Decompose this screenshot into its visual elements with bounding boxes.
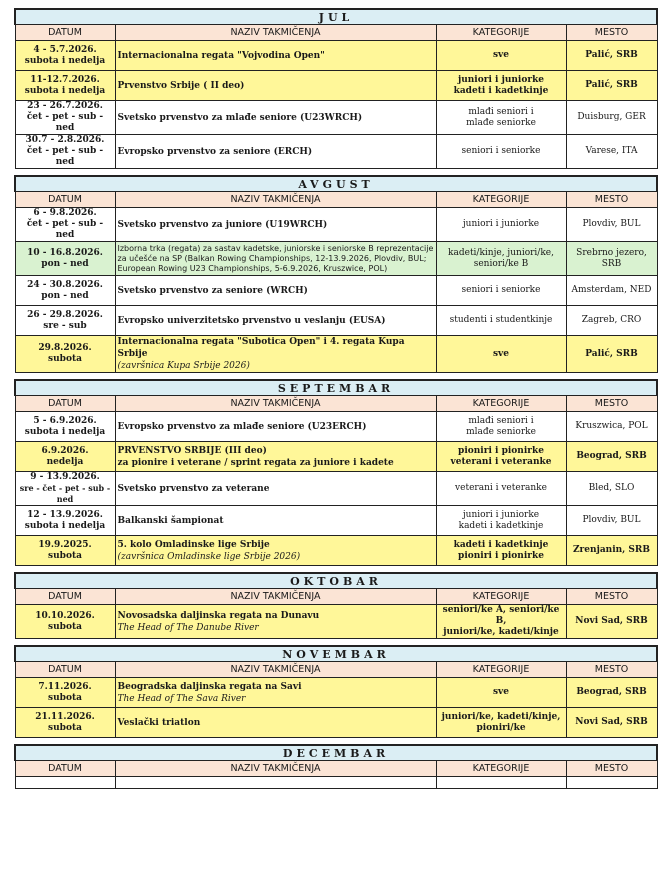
event-name: Internacionalna regata "Vojvodina Open" — [117, 50, 325, 61]
event-name: Svetsko prvenstvo za veterane — [117, 483, 270, 494]
event-description: Izborna trka (regata) za sastav kadetske, juniorske i seniorske B reprezentacije za učešće na SP (Balkan Rowing Championships, 12-13.9.2026, Plovdiv, BUL; European Rowing U23 Championships, 5-6.9.2026, Kruszwice, POL) — [117, 243, 434, 273]
header-kategorije: KATEGORIJE — [436, 192, 566, 208]
location-cell — [566, 605, 657, 639]
column-header-row — [15, 396, 657, 412]
weekdays: čet - pet - sub - ned — [26, 146, 104, 167]
event-subtitle: The Head of The Sava River — [117, 693, 246, 704]
weekdays: subota — [48, 550, 82, 561]
date-range: 19.9.2025. — [38, 539, 92, 550]
weekdays: nedelja — [46, 456, 84, 467]
date-range: 23 - 26.7.2026. — [27, 101, 103, 111]
table-row — [15, 276, 657, 306]
weekdays: subota — [48, 692, 82, 703]
location: Beograd, SRB — [576, 451, 647, 461]
date-cell — [15, 412, 115, 442]
month-section — [14, 175, 656, 373]
month-title: SEPTEMBAR — [15, 380, 657, 396]
location: Palić, SRB — [585, 50, 638, 60]
category-line: pioniri/ke — [476, 722, 526, 733]
category-cell — [436, 708, 566, 738]
location: Amsterdam, NED — [571, 285, 652, 295]
calendar — [14, 8, 656, 795]
location: Zrenjanin, SRB — [572, 545, 651, 555]
date-range: 12 - 13.9.2026. — [27, 509, 103, 520]
header-naziv: NAZIV TAKMIČENJA — [115, 589, 436, 605]
header-mesto: MESTO — [566, 192, 657, 208]
event-name-cell — [115, 336, 436, 373]
header-datum: DATUM — [15, 396, 115, 412]
date-cell — [15, 605, 115, 639]
location: Novi Sad, SRB — [575, 616, 648, 626]
category-line: seniori i seniorke — [461, 285, 541, 295]
month-table — [14, 8, 658, 169]
location-cell — [566, 276, 657, 306]
location: Zagreb, CRO — [581, 315, 642, 325]
weekdays: čet - pet - sub - ned — [26, 219, 104, 240]
category-line: juniori/ke, kadeti/kinje — [443, 627, 559, 637]
table-row — [15, 605, 657, 639]
category-line: seniori i seniorke — [461, 146, 541, 156]
event-name-cell — [115, 536, 436, 566]
category-cell — [436, 678, 566, 708]
month-title-row — [15, 646, 657, 662]
weekdays: pon - ned — [41, 290, 89, 301]
date-cell — [15, 101, 115, 135]
header-mesto: MESTO — [566, 761, 657, 777]
category-cell — [436, 306, 566, 336]
header-datum: DATUM — [15, 192, 115, 208]
event-name: PRVENSTVO SRBIJE (III deo) — [117, 445, 267, 456]
date-cell — [15, 306, 115, 336]
category-line: juniori i juniorke — [462, 219, 540, 229]
month-title: NOVEMBAR — [15, 646, 657, 662]
header-kategorije: KATEGORIJE — [436, 589, 566, 605]
event-name-cell — [115, 506, 436, 536]
event-name-cell — [115, 276, 436, 306]
month-title-row — [15, 9, 657, 25]
header-mesto: MESTO — [566, 25, 657, 41]
month-table — [14, 379, 658, 566]
weekdays: subota i nedelja — [24, 85, 106, 96]
category-cell — [436, 276, 566, 306]
month-title-row — [15, 573, 657, 589]
weekdays: čet - pet - sub - ned — [26, 112, 104, 133]
empty-cell — [115, 777, 436, 789]
category-line: kadeti i kadetkinje — [453, 85, 549, 96]
date-range: 6 - 9.8.2026. — [33, 208, 97, 218]
category-line: mlađi seniori i — [468, 415, 534, 426]
table-row — [15, 242, 657, 276]
location: Srebrno jezero, — [576, 247, 647, 258]
category-line: kadeti/kinje, juniori/ke, — [448, 247, 554, 258]
category-cell — [436, 71, 566, 101]
category-line: pioniri i pionirke — [458, 445, 544, 456]
header-mesto: MESTO — [566, 662, 657, 678]
empty-cell — [566, 777, 657, 789]
category-cell — [436, 336, 566, 373]
category-cell — [436, 208, 566, 242]
category-cell — [436, 472, 566, 506]
weekdays: sre - čet - pet - sub - ned — [19, 483, 111, 504]
location: Palić, SRB — [585, 348, 638, 359]
table-row — [15, 678, 657, 708]
column-header-row — [15, 589, 657, 605]
table-row — [15, 135, 657, 169]
month-section — [14, 379, 656, 566]
location: Duisburg, GER — [577, 112, 646, 122]
location: Kruszwica, POL — [575, 421, 648, 431]
table-row — [15, 412, 657, 442]
date-range: 21.11.2026. — [35, 711, 95, 722]
category-cell — [436, 101, 566, 135]
category-line: sve — [492, 348, 510, 359]
date-cell — [15, 336, 115, 373]
category-line: seniori/ke B — [473, 258, 529, 269]
date-cell — [15, 276, 115, 306]
location-cell — [566, 708, 657, 738]
header-kategorije: KATEGORIJE — [436, 396, 566, 412]
category-line: veterani i veteranke — [455, 483, 547, 493]
category-line: veterani i veteranke — [450, 456, 552, 467]
category-cell — [436, 536, 566, 566]
event-name: Svetsko prvenstvo za seniore (WRCH) — [117, 285, 308, 296]
category-cell — [436, 442, 566, 472]
column-header-row — [15, 761, 657, 777]
table-row — [15, 336, 657, 373]
header-kategorije: KATEGORIJE — [436, 761, 566, 777]
event-name: Svetsko prvenstvo za juniore (U19WRCH) — [117, 219, 328, 230]
date-range: 5 - 6.9.2026. — [33, 415, 97, 426]
date-cell — [15, 678, 115, 708]
month-table — [14, 744, 658, 789]
category-line: studenti i studentkinje — [449, 315, 553, 325]
event-name-cell — [115, 208, 436, 242]
column-header-row — [15, 662, 657, 678]
event-name-cell — [115, 678, 436, 708]
month-section — [14, 645, 656, 738]
category-line: mlađi seniori i — [468, 106, 534, 117]
month-section — [14, 744, 656, 789]
location-cell — [566, 678, 657, 708]
location-cell — [566, 101, 657, 135]
month-table — [14, 645, 658, 738]
event-name: Novosadska daljinska regata na Dunavu — [117, 610, 320, 621]
weekdays: pon - ned — [41, 258, 89, 269]
date-range: 24 - 30.8.2026. — [27, 279, 103, 290]
location-cell — [566, 442, 657, 472]
category-cell — [436, 135, 566, 169]
event-name-cell — [115, 708, 436, 738]
date-cell — [15, 208, 115, 242]
event-name: Veslački triatlon — [117, 717, 201, 728]
location: Plovdiv, BUL — [582, 515, 641, 525]
date-range: 10.10.2026. — [35, 610, 95, 621]
location-cell — [566, 472, 657, 506]
category-cell — [436, 506, 566, 536]
location: Bled, SLO — [588, 483, 635, 493]
column-header-row — [15, 25, 657, 41]
category-cell — [436, 605, 566, 639]
weekdays: subota i nedelja — [24, 426, 106, 437]
header-datum: DATUM — [15, 761, 115, 777]
location-cell — [566, 506, 657, 536]
weekdays: subota — [48, 354, 82, 364]
header-mesto: MESTO — [566, 589, 657, 605]
weekdays: sre - sub — [43, 320, 87, 331]
event-name-line2: za pionire i veterane / sprint regata za juniore i kadete — [117, 457, 394, 468]
location-cell — [566, 242, 657, 276]
date-range: 4 - 5.7.2026. — [33, 44, 97, 55]
empty-cell — [15, 777, 115, 789]
table-row — [15, 777, 657, 789]
column-header-row — [15, 192, 657, 208]
date-cell — [15, 506, 115, 536]
location-cell — [566, 336, 657, 373]
header-mesto: MESTO — [566, 396, 657, 412]
location: Palić, SRB — [585, 80, 638, 90]
location: Novi Sad, SRB — [575, 717, 648, 727]
category-line: mlađe seniorke — [466, 426, 536, 437]
weekdays: subota — [48, 722, 82, 733]
date-range: 26 - 29.8.2026. — [27, 309, 103, 320]
event-name: Prvenstvo Srbije ( II deo) — [117, 80, 245, 91]
event-name: Internacionalna regata "Subotica Open" i 4. regata Kupa Srbije — [117, 337, 405, 359]
event-subtitle: The Head of The Danube River — [117, 622, 259, 633]
event-name: Balkanski šampionat — [117, 515, 224, 526]
month-title: OKTOBAR — [15, 573, 657, 589]
month-title-row — [15, 176, 657, 192]
weekdays: subota i nedelja — [24, 520, 106, 531]
event-name-cell — [115, 412, 436, 442]
event-name: Svetsko prvenstvo za mlađe seniore (U23WRCH) — [117, 112, 363, 123]
date-cell — [15, 41, 115, 71]
header-kategorije: KATEGORIJE — [436, 25, 566, 41]
event-name-cell — [115, 135, 436, 169]
location-cell — [566, 135, 657, 169]
table-row — [15, 536, 657, 566]
date-cell — [15, 135, 115, 169]
month-title: AVGUST — [15, 176, 657, 192]
location-cell — [566, 412, 657, 442]
month-title: JUL — [15, 9, 657, 25]
table-row — [15, 708, 657, 738]
location-cell — [566, 208, 657, 242]
category-line: kadeti i kadetkinje — [453, 539, 549, 550]
location-cell — [566, 536, 657, 566]
category-line: sve — [492, 687, 510, 697]
category-line: juniori i juniorke — [462, 509, 540, 520]
category-line: kadeti i kadetkinje — [458, 520, 544, 531]
event-name: 5. kolo Omladinske lige Srbije — [117, 539, 270, 550]
date-cell — [15, 242, 115, 276]
month-title-row — [15, 745, 657, 761]
event-name: Evropsko univerzitetsko prvenstvo u veslanju (EUSA) — [117, 315, 386, 326]
date-range: 9 - 13.9.2026. — [30, 472, 100, 482]
event-name-cell — [115, 442, 436, 472]
event-name-cell — [115, 472, 436, 506]
location: Beograd, SRB — [576, 687, 647, 697]
location-cell — [566, 71, 657, 101]
category-line: mlađe seniorke — [466, 117, 536, 128]
category-cell — [436, 242, 566, 276]
table-row — [15, 101, 657, 135]
date-cell — [15, 71, 115, 101]
header-datum: DATUM — [15, 25, 115, 41]
header-naziv: NAZIV TAKMIČENJA — [115, 396, 436, 412]
event-subtitle: (završnica Omladinske lige Srbije 2026) — [117, 551, 301, 562]
table-row — [15, 442, 657, 472]
event-name: Evropsko prvenstvo za seniore (ERCH) — [117, 146, 313, 157]
header-naziv: NAZIV TAKMIČENJA — [115, 761, 436, 777]
category-line: sve — [492, 50, 510, 60]
date-range: 29.8.2026. — [38, 343, 92, 353]
date-range: 7.11.2026. — [38, 681, 92, 692]
event-name: Beogradska daljinska regata na Savi — [117, 681, 302, 692]
table-row — [15, 306, 657, 336]
event-name: Evropsko prvenstvo za mlađe seniore (U23ERCH) — [117, 421, 367, 432]
category-cell — [436, 41, 566, 71]
header-datum: DATUM — [15, 662, 115, 678]
weekdays: subota — [48, 621, 82, 632]
event-name-cell — [115, 306, 436, 336]
header-naziv: NAZIV TAKMIČENJA — [115, 662, 436, 678]
header-naziv: NAZIV TAKMIČENJA — [115, 192, 436, 208]
event-name-cell — [115, 605, 436, 639]
date-range: 10 - 16.8.2026. — [27, 247, 103, 258]
event-name-cell — [115, 41, 436, 71]
category-line: pioniri i pionirke — [458, 550, 544, 561]
header-naziv: NAZIV TAKMIČENJA — [115, 25, 436, 41]
date-range: 30.7 - 2.8.2026. — [25, 135, 105, 145]
table-row — [15, 71, 657, 101]
weekdays: subota i nedelja — [24, 55, 106, 66]
month-section — [14, 8, 656, 169]
location: Varese, ITA — [585, 146, 638, 156]
date-cell — [15, 708, 115, 738]
category-line: juniori i juniorke — [457, 74, 545, 85]
month-title-row — [15, 380, 657, 396]
event-name-cell — [115, 242, 436, 276]
category-line: seniori/ke A, seniori/ke B, — [442, 605, 560, 626]
location-line2: SRB — [601, 258, 622, 269]
month-table — [14, 175, 658, 373]
empty-cell — [436, 777, 566, 789]
event-subtitle: (završnica Kupa Srbije 2026) — [117, 361, 250, 371]
header-kategorije: KATEGORIJE — [436, 662, 566, 678]
date-cell — [15, 536, 115, 566]
date-cell — [15, 472, 115, 506]
month-table — [14, 572, 658, 639]
table-row — [15, 472, 657, 506]
location-cell — [566, 306, 657, 336]
table-row — [15, 506, 657, 536]
date-range: 11-12.7.2026. — [30, 74, 100, 85]
month-section — [14, 572, 656, 639]
table-row — [15, 41, 657, 71]
location: Plovdiv, BUL — [582, 219, 641, 229]
date-cell — [15, 442, 115, 472]
date-range: 6.9.2026. — [41, 445, 89, 456]
category-cell — [436, 412, 566, 442]
table-row — [15, 208, 657, 242]
category-line: juniori/ke, kadeti/kinje, — [441, 711, 561, 722]
location-cell — [566, 41, 657, 71]
month-title: DECEMBAR — [15, 745, 657, 761]
event-name-cell — [115, 71, 436, 101]
event-name-cell — [115, 101, 436, 135]
header-datum: DATUM — [15, 589, 115, 605]
